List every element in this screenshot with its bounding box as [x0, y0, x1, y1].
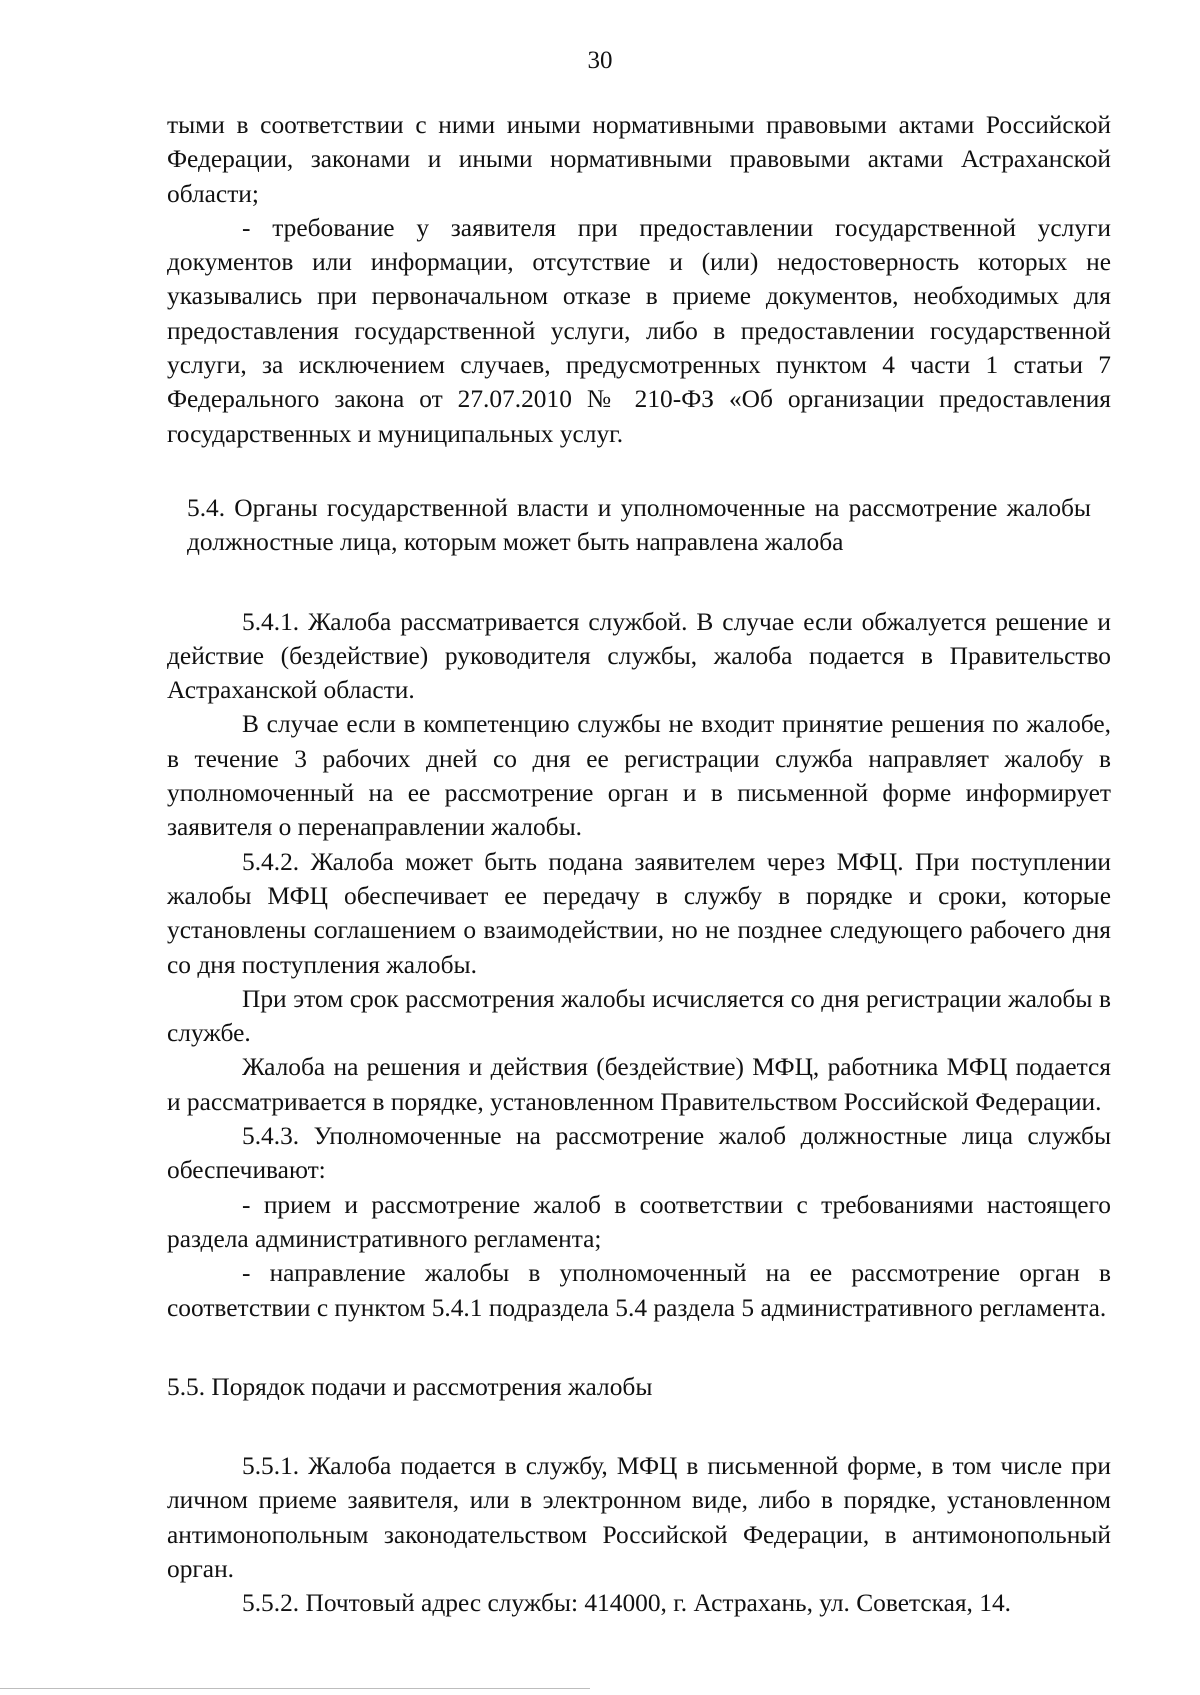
- paragraph-5-4-1: 5.4.1. Жалоба рассматривается службой. В случае если обжалуется решение и действие (бездействие) руководителя службы, жалоба подается в Правительство Астраханской области.: [167, 607, 1111, 705]
- paragraph-5-5-2: 5.5.2. Почтовый адрес службы: 414000, г. Астрахань, ул. Советская, 14.: [242, 1589, 1011, 1618]
- paragraph: - требование у заявителя при предоставлении государственной услуги документов или информации, отсутствие и (или) недостоверность которых не указывались при первоначальном отказе в приеме документов, необходимых для предоставления государственной услуги, либо в предоставлении государственной услуги, за исключением случаев, предусмотренных пунктом 4 части 1 статьи 7 Федерального закона от 27.07.2010 № 210-ФЗ «Об организации предоставления государственных и муниципальных услуг.: [167, 213, 1111, 448]
- paragraph: Жалоба на решения и действия (бездействие) МФЦ, работника МФЦ подается и рассматривается в порядке, установленном Правительством Российской Федерации.: [167, 1053, 1111, 1116]
- paragraph-5-4-2: 5.4.2. Жалоба может быть подана заявителем через МФЦ. При поступлении жалобы МФЦ обеспечивает ее передачу в службу в порядке и сроки, которые установлены соглашением о взаимодействии, но не позднее следующего рабочего дня со дня поступления жалобы.: [167, 847, 1111, 979]
- list-item: - прием и рассмотрение жалоб в соответствии с требованиями настоящего раздела административного регламента;: [167, 1190, 1111, 1253]
- scan-edge-line: [0, 1688, 590, 1689]
- paragraph: тыми в соответствии с ними иными нормативными правовыми актами Российской Федерации, законами и иными нормативными правовыми актами Астраханской области;: [167, 111, 1111, 208]
- paragraph-5-5-1: 5.5.1. Жалоба подается в службу, МФЦ в письменной форме, в том числе при личном приеме заявителя, или в электронном виде, либо в порядке, установленном антимонопольным законодательством Российской Федерации, в антимонопольный орган.: [167, 1452, 1111, 1583]
- paragraph: В случае если в компетенцию службы не входит принятие решения по жалобе, в течение 3 рабочих дней со дня ее регистрации служба направляет жалобу в уполномоченный на ее рассмотрение орган и в письменной форме информирует заявителя о перенаправлении жалобы.: [167, 710, 1111, 842]
- section-heading-5-4: 5.4. Органы государственной власти и уполномоченные на рассмотрение жалобы должностные лица, которым может быть направлена жалоба: [187, 493, 1091, 557]
- page-number: 30: [587, 47, 613, 74]
- list-item: - направление жалобы в уполномоченный на ее рассмотрение орган в соответствии с пунктом 5.4.1 подраздела 5.4 раздела 5 административного регламента.: [167, 1259, 1111, 1322]
- section-heading-5-5: 5.5. Порядок подачи и рассмотрения жалобы: [167, 1372, 653, 1401]
- document-body: [167, 108, 1111, 1621]
- paragraph-5-4-3: 5.4.3. Уполномоченные на рассмотрение жалоб должностные лица службы обеспечивают:: [167, 1122, 1111, 1185]
- paragraph: При этом срок рассмотрения жалобы исчисляется со дня регистрации жалобы в службе.: [167, 984, 1111, 1048]
